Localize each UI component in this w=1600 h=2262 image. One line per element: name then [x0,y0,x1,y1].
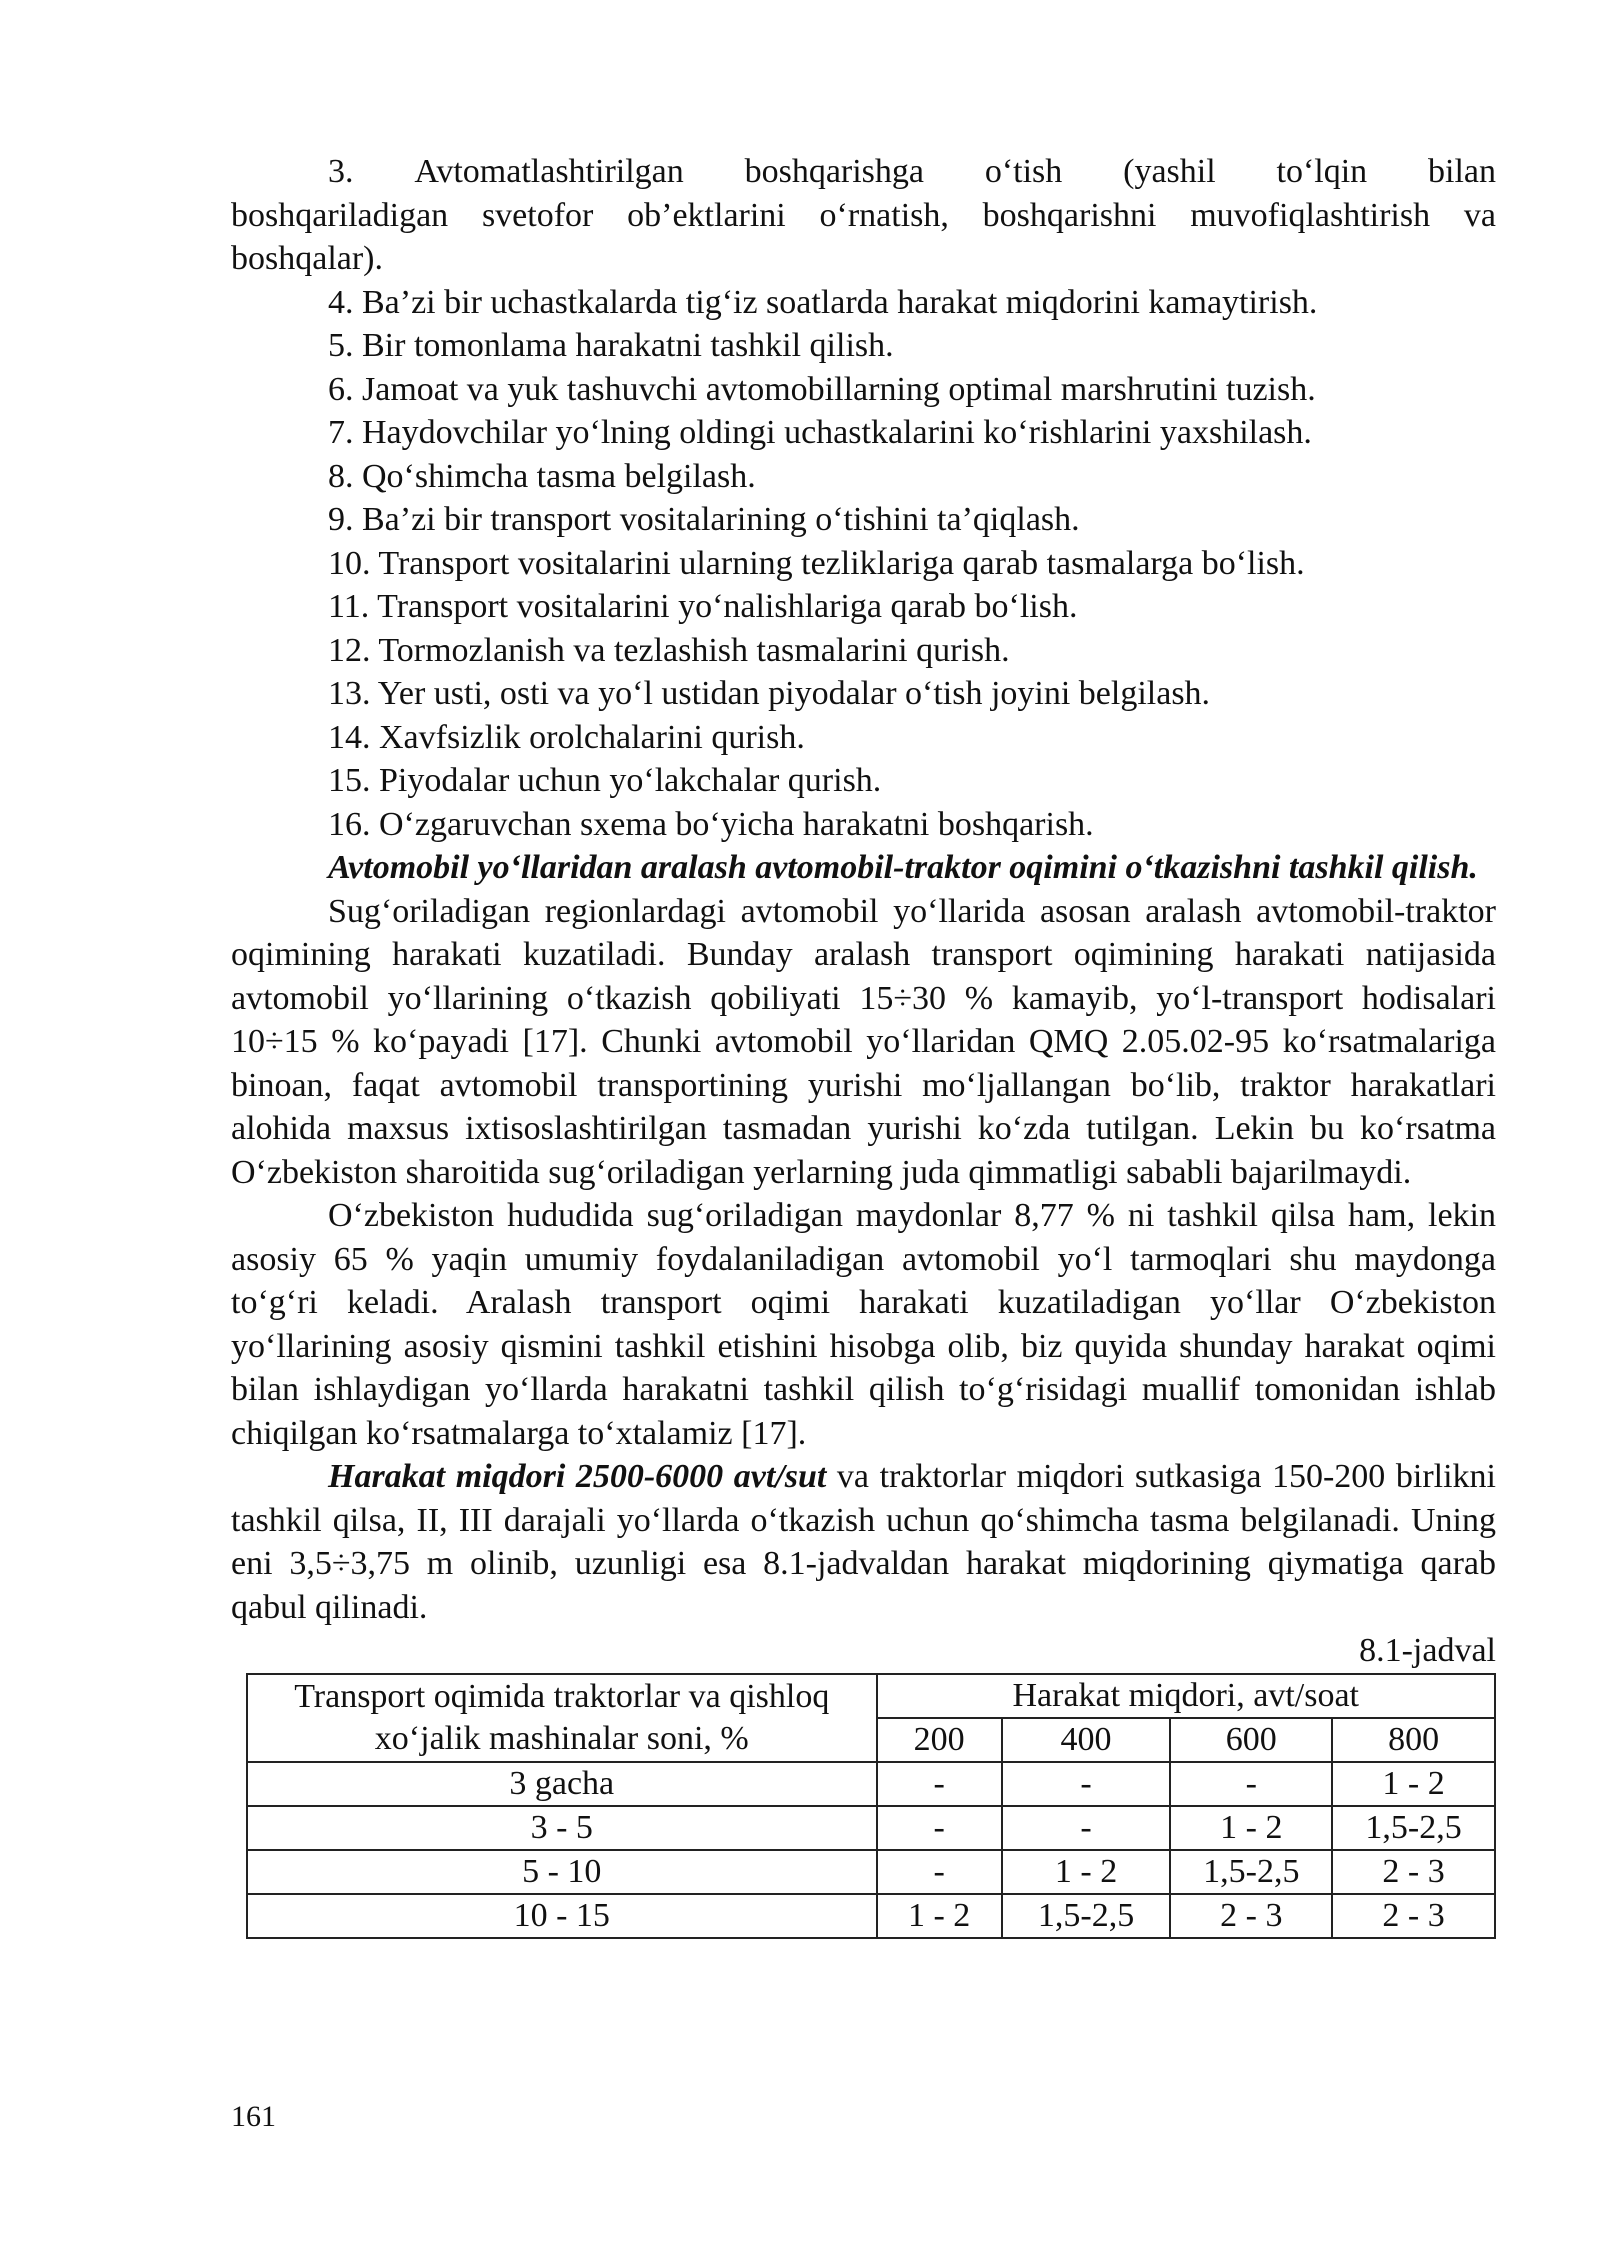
table-cell: 2 - 3 [1332,1850,1495,1894]
word: to‘lqin [1276,153,1368,190]
table-cell: 1 - 2 [1002,1850,1171,1894]
table-cell: 1,5-2,5 [1332,1806,1495,1850]
table-row [247,1850,1495,1894]
list-item: 4. Ba’zi bir uchastkalarda tig‘iz soatlarda harakat miqdorini kamaytirish. [328,283,1318,321]
word: o‘tish [984,153,1063,190]
table-header-row [247,1674,1495,1718]
column-header: 200 [877,1718,1002,1762]
list-item: 5. Bir tomonlama harakatni tashkil qilish. [328,327,894,364]
list-item: 16. O‘zgaruvchan sxema bo‘yicha harakatni boshqarish. [328,805,1094,843]
row-label: 3 gacha [247,1762,877,1806]
table-cell: - [877,1850,1002,1894]
word: boshqarishga [744,153,925,190]
list-item: 12. Tormozlanish va tezlashish tasmalarini qurish. [328,631,1010,669]
list-item: 9. Ba’zi bir transport vositalarining o‘tishini ta’qiqlash. [328,501,1080,538]
data-table [246,1673,1496,1939]
row-label: 10 - 15 [247,1894,877,1938]
section-heading: Avtomobil yo‘llaridan aralash avtomobil-traktor oqimini o‘tkazishni tashkil qilish. [328,849,1478,886]
table-cell: - [1002,1762,1171,1806]
paragraph-3 [231,1455,1496,1629]
table-cell: - [877,1806,1002,1850]
table-row [247,1806,1495,1850]
paragraph-1: Sug‘oriladigan regionlardagi avtomobil yo‘llarida asosan aralash avtomobil-traktor oqimining harakati kuzatiladi. Bunday aralash transport oqimining harakati natijasida avtomobil yo‘llarining o‘tkazish qobiliyati 15÷30 % kamayib, yo‘l-transport hodisalari 10÷15 % ko‘payadi [17]. Chunki avtomobil yo‘llaridan QMQ 2.05.02-95 ko‘rsatmalariga binoan, faqat avtomobil transportining yurishi mo‘ljallangan bo‘lib, traktor harakatlari alohida maxsus ixtisoslashtirilgan tasmadan yurishi ko‘zda tutilgan. Lekin bu ko‘rsatma O‘zbekiston sharoitida sug‘oriladigan yerlarning juda qimmatligi sababli bajarilmaydi. [231,892,1496,1191]
list-item: 8. Qo‘shimcha tasma belgilash. [328,457,756,495]
page-content [231,150,1496,1939]
table-cell: 1 - 2 [1170,1806,1332,1850]
table-cell: - [1170,1762,1332,1806]
group-header-cell: Harakat miqdori, avt/soat [877,1674,1495,1718]
table-cell: - [877,1762,1002,1806]
paragraph-3-lead: Harakat miqdori 2500-6000 avt/sut [328,1458,827,1495]
list-item-3-first-line [231,150,1496,194]
word: (yashil [1123,153,1216,190]
table-cell: - [1002,1806,1171,1850]
table-row [247,1894,1495,1938]
list-item: 15. Piyodalar uchun yo‘lakchalar qurish. [328,762,882,799]
table-cell: 2 - 3 [1332,1894,1495,1938]
table-row [247,1762,1495,1806]
list-item: 10. Transport vositalarini ularning tezliklariga qarab tasmalarga bo‘lish. [328,544,1305,582]
table-cell: 2 - 3 [1170,1894,1332,1938]
word: bilan [1428,153,1496,190]
paragraph-3-text: va traktorlar miqdori sutkasiga 150-200 birlikni tashkil qilsa, II, III darajali yo‘llarda o‘tkazish uchun qo‘shimcha tasma belgilanadi. Uning eni 3,5÷3,75 m olinib, uzunligi esa 8.1-jadvaldan harakat miqdorining qiymatiga qarab qabul qilinadi. [231,1458,1496,1626]
column-header: 400 [1002,1718,1171,1762]
list-item: 14. Xavfsizlik orolchalarini qurish. [328,718,805,756]
table-caption: 8.1-jadval [1359,1632,1496,1669]
word: Avtomatlashtirilgan [414,153,684,190]
table-cell: 1,5-2,5 [1002,1894,1171,1938]
row-label: 5 - 10 [247,1850,877,1894]
page-number: 161 [231,2100,276,2133]
table-cell: 1 - 2 [877,1894,1002,1938]
column-header: 600 [1170,1718,1332,1762]
row-header-cell: Transport oqimida traktorlar va qishloq xo‘jalik mashinalar soni, % [247,1674,877,1762]
list-item: 6. Jamoat va yuk tashuvchi avtomobillarning optimal marshrutini tuzish. [328,370,1316,408]
word: 3. [328,153,354,190]
list-item: 13. Yer usti, osti va yo‘l ustidan piyodalar o‘tish joyini belgilash. [328,675,1211,712]
list-item: 11. Transport vositalarini yo‘nalishlariga qarab bo‘lish. [328,588,1078,625]
paragraph-2: O‘zbekiston hududida sug‘oriladigan maydonlar 8,77 % ni tashkil qilsa ham, lekin asosiy 65 % yaqin umumiy foydalaniladigan avtomobil yo‘l tarmoqlari shu maydonga to‘g‘ri keladi. Aralash transport oqimi harakati kuzatiladigan yo‘llar O‘zbekiston yo‘llarining asosiy qismini tashkil etishini hisobga olib, biz quyida shunday harakat oqimi bilan ishlaydigan yo‘llarda harakatni tashkil qilish to‘g‘risidagi muallif tomonidan ishlab chiqilgan ko‘rsatmalarga to‘xtalamiz [17]. [231,1197,1496,1452]
list-item-3-rest: boshqariladigan svetofor ob’ektlarini o‘rnatish, boshqarishni muvofiqlashtirish va boshqalar). [231,196,1496,277]
table-cell: 1 - 2 [1332,1762,1495,1806]
column-header: 800 [1332,1718,1495,1762]
list-item: 7. Haydovchilar yo‘lning oldingi uchastkalarini ko‘rishlarini yaxshilash. [328,414,1312,451]
table-cell: 1,5-2,5 [1170,1850,1332,1894]
row-label: 3 - 5 [247,1806,877,1850]
